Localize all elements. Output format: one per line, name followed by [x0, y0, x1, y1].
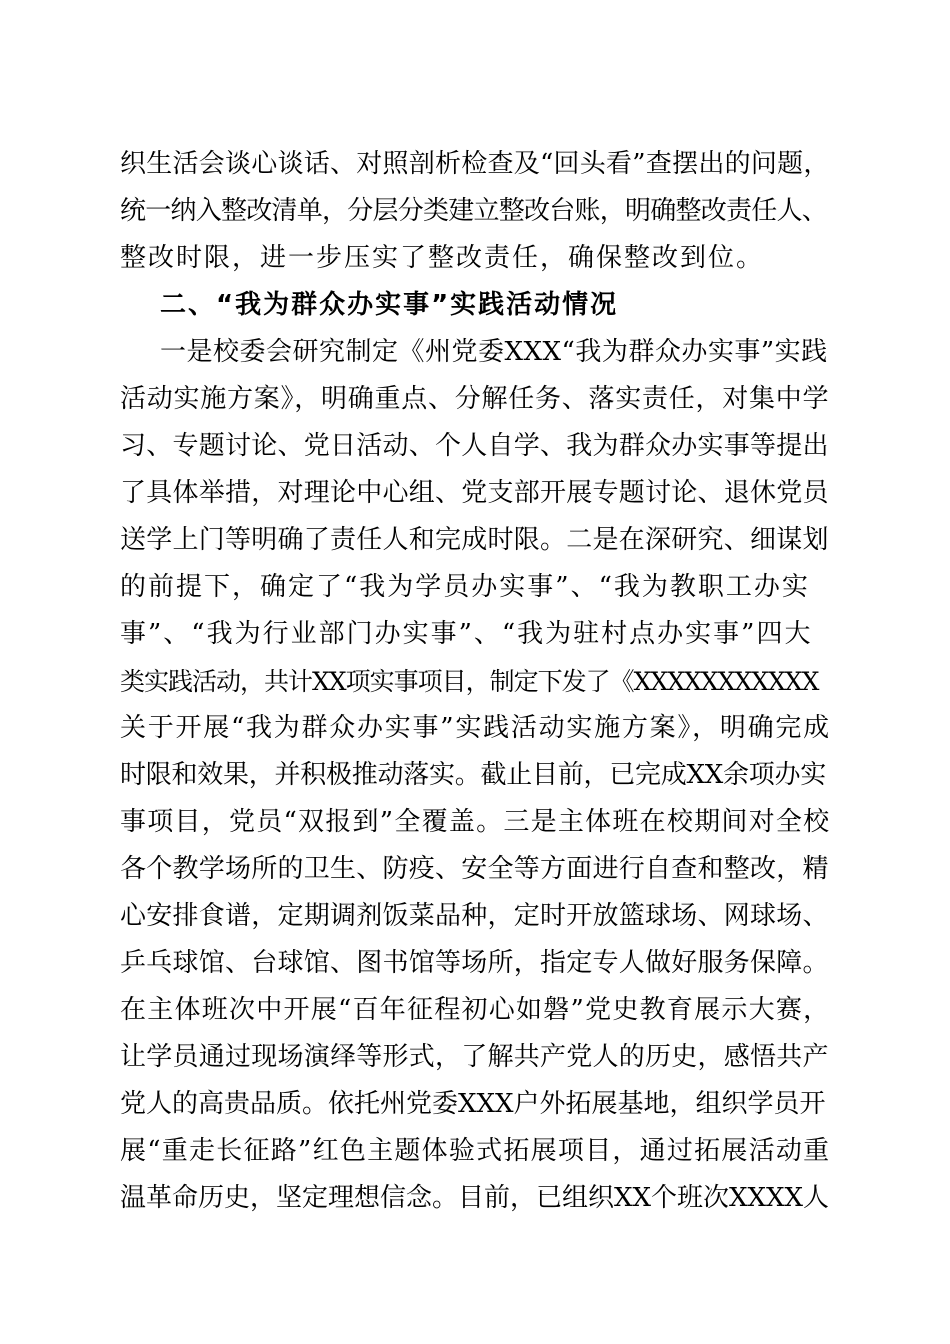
body-line: 事”、“我为行业部门办实事”、“我为驻村点办实事”四大	[120, 619, 813, 649]
body-line: 温革命历史，坚定理想信念。目前，已组织XX个班次XXXX人	[120, 1183, 830, 1213]
body-line: 党人的高贵品质。依托州党委XXX户外拓展基地，组织学员开	[120, 1089, 826, 1119]
body-line: 统一纳入整改清单，分层分类建立整改台账，明确整改责任人、	[120, 196, 828, 226]
body-line: 乒乓球馆、台球馆、图书馆等场所，指定专人做好服务保障。	[120, 948, 829, 978]
body-line: 在主体班次中开展“百年征程初心如磐”党史教育展示大赛，	[120, 995, 831, 1025]
body-line: 活动实施方案》，明确重点、分解任务、落实责任，对集中学	[120, 384, 830, 414]
body-line: 关于开展“我为群众办实事”实践活动实施方案》，明确完成	[120, 713, 831, 743]
body-line: 织生活会谈心谈话、对照剖析检查及“回头看”查摆出的问题，	[120, 149, 830, 179]
body-line: 心安排食谱，定期调剂饭菜品种，定时开放篮球场、网球场、	[120, 901, 829, 931]
body-line: 类实践活动，共计XX项实事项目，制定下发了《XXXXXXXXXXX	[120, 667, 819, 696]
section-heading: 二、“我为群众办实事”实践活动情况	[160, 290, 619, 320]
body-line: 习、专题讨论、党日活动、个人自学、我为群众办实事等提出	[120, 431, 829, 461]
body-line: 时限和效果，并积极推动落实。截止目前，已完成XX余项办实	[120, 760, 827, 790]
body-line: 展“重走长征路”红色主题体验式拓展项目，通过拓展活动重	[120, 1136, 831, 1166]
body-line: 让学员通过现场演绎等形式，了解共产党人的历史，感悟共产	[120, 1042, 829, 1072]
body-line: 了具体举措，对理论中心组、党支部开展专题讨论、退休党员	[120, 478, 829, 508]
document-body	[120, 141, 832, 1222]
body-line: 整改时限，进一步压实了整改责任，确保整改到位。	[120, 243, 765, 273]
body-line: 的前提下，确定了“我为学员办实事”、“我为教职工办实	[120, 572, 810, 602]
body-line: 送学上门等明确了责任人和完成时限。二是在深研究、细谋划	[120, 525, 829, 555]
body-line: 一是校委会研究制定《州党委XXX“我为群众办实事”实践	[160, 337, 828, 367]
body-line: 各个教学场所的卫生、防疫、安全等方面进行自查和整改，精	[120, 854, 829, 884]
body-line: 事项目，党员“双报到”全覆盖。三是主体班在校期间对全校	[120, 807, 831, 837]
